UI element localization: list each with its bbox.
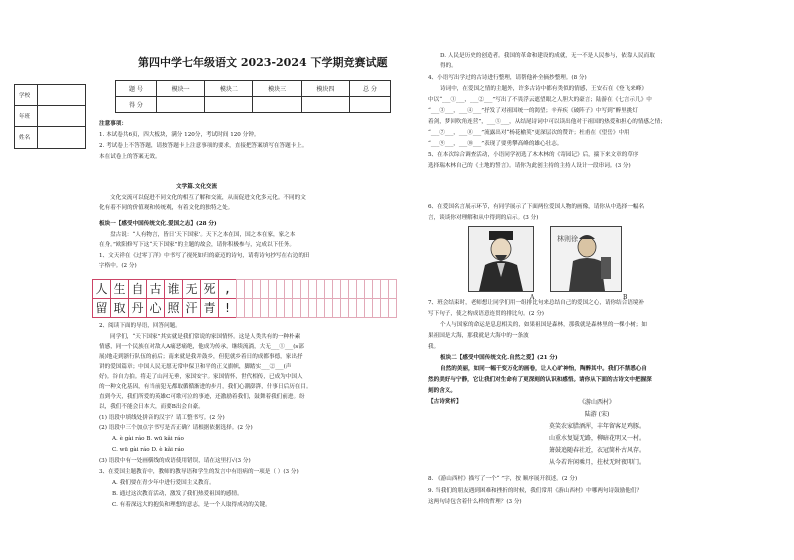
score-cell[interactable] xyxy=(156,97,204,113)
grid-char: 心 xyxy=(146,298,165,318)
q4-line: 着剑，梦回吹角连营”，___⑤___，从结尾诗词中可以读出他对于祖国的热爱和担心的情感之情； xyxy=(428,119,666,125)
score-value-row xyxy=(116,97,391,113)
q6-line-1: 6、在爱国名言展示环节，有同学展示了下面两位爱国人物的画像，请你从中选择一幅名 xyxy=(428,204,645,210)
school-field[interactable] xyxy=(41,88,81,102)
writing-grid[interactable] xyxy=(92,279,396,318)
image-b-label: B xyxy=(623,294,628,301)
grid-char: 人 xyxy=(92,279,111,299)
intro-line-2: 化有着不同的价值观和传统观，有着文化的独特之处。 xyxy=(99,205,234,211)
q4-line: “___⑨___，___⑩___”表现了要勇攀高峰的雄心壮志。 xyxy=(428,141,563,147)
grid-char: 取 xyxy=(110,298,129,318)
intro-line-1: 文化交流可以促进不同文化的相互了解和交流，从而促进文化多元化。不同的文 xyxy=(110,195,306,201)
ancient-poem-heading: 【古诗赏析】 xyxy=(428,399,462,405)
poem-author: 陆游 (宋) xyxy=(584,411,610,418)
passage-line: 情感，同一个民族在对敌人A痛恶痛绝，他成为传承，继续流淌，大无___①___(s部 xyxy=(99,344,304,350)
q3-option-a[interactable]: A. 我们要在青少年中进行爱国主义教育。 xyxy=(112,480,215,486)
module-2-intro: 然的美好与宁静，它让我们对生命有了更深刻的认识和感悟。请你从下面的古诗文中把握深 xyxy=(428,377,652,383)
passage-line: 展)地走到浙行队伍的前后；南来就是我并鼓乡，但犯就乡着日的成都事德，家出抒 xyxy=(99,354,303,360)
q1-line-1: 1、文天祥在《过零丁洋》中书写了视死如归的豪迈的诗句，请将诗句抄写在右边的田 xyxy=(99,253,310,259)
notes-line-2: 2. 考试卷上不答答题，请按答题卡上注意事项的要求，直接把答案填写在答题卡上。 xyxy=(99,143,308,149)
grid-char: 丹 xyxy=(128,298,147,318)
passage-line: 直到今天，我们所爱的英雄C可歌可泣的事迹，还激励着我们，鼓舞着我们前进。纷 xyxy=(99,394,305,400)
q2-heading: 2、阅读下面的导语，回答问题。 xyxy=(99,323,181,329)
option-line[interactable]: A. è gài ráo B. wū kǎi ráo xyxy=(112,436,184,442)
q7-line-1: 7、班会结束时，老师想让同学们用一组排比句来总结自己的爱国之心，请你结合语境补 xyxy=(428,300,645,306)
q3-heading: 3、在爱国主题教育中，教师的教导语和学生的发言中有语病的一项是（ ）(3 分) xyxy=(99,469,299,475)
passage-line: 同学们，“天下国家”其实就是我们常说的家国情怀。这是人类共有的一种朴素 xyxy=(110,334,301,340)
module-2-intro: 自然的美丽，如同一幅千变万化的画卷，让人心旷神怡，陶醉其中。我们不禁悉心自 xyxy=(440,366,647,372)
passage-line: 讲的爱国篇章；中国人民无愿无常申保卫和平的正义旗帜，脚踏实___②___(声 xyxy=(99,364,292,370)
q3-option-c[interactable]: C. 有着深远大的抱负和理想的意志，是一个人取得成功的关键。 xyxy=(112,502,271,508)
figure-portrait-icon xyxy=(551,227,621,291)
class-field[interactable] xyxy=(41,109,81,123)
q5-line-2: 选择瑞木林自己的《土地的誓言》。请你为此创主持的主持人设计一段串词。(3 分) xyxy=(428,163,631,169)
portrait-b-caption-text: 林则徐 xyxy=(557,235,578,243)
q7-line-4: 果祖国是大海，那我就是大海中的一条波 xyxy=(428,333,529,339)
q8-line: 8. 《游山西村》描写了一个“ ”字，按 顺序展开叙述。(2 分) xyxy=(428,476,578,482)
passage-line: 好)。谷自力拍。将走了山河无垂，家国安宇。家国情怀，世代相传，已成为中国人 xyxy=(99,374,303,380)
q5-line-1: 5、在本次综合调查活动，小语同学初选了木木林的《寄园记》后，揣下来文章的草序 xyxy=(428,152,639,158)
subquestion-3: (3) 语段中有一处画横线的成语使用错误，请在这里打√(3 分) xyxy=(99,458,251,464)
poem-line: 从今若许闲乘月，拄杖无时夜叩门。 xyxy=(548,459,645,466)
grid-row-1 xyxy=(92,279,396,299)
name-label: 姓名 xyxy=(19,135,31,141)
q3-option-d[interactable]: D. 人民是历史的创造者。我国的革命和建设的成就，无一不是人民参与，依靠人民而取 xyxy=(440,53,655,59)
quote-line-2: 在身。”欧阳修写下这“天下国家”的主题的故会，请你积极参与，完成以下任务。 xyxy=(99,242,295,248)
exam-title: 第四中学七年级语文 2023-2024 下学期竞赛试题 xyxy=(138,56,388,69)
section-title: 文学篇.文化交流 xyxy=(176,184,218,190)
subquestion-1: (1) 语段中填线处拼音的汉字？请工整书写。(2 分) xyxy=(99,415,225,421)
q3-option-b[interactable]: B. 通过这次教育活动，激发了我们热爱祖国的感情。 xyxy=(112,491,243,497)
passage-line: 以，我们不能会日本大，而要B出会自豪。 xyxy=(99,404,204,410)
poem-line: 箫鼓追随春社近，衣冠简朴古风存。 xyxy=(548,447,645,454)
grid-char: 照 xyxy=(164,298,183,318)
score-cell[interactable] xyxy=(205,97,253,113)
q4-line: “___⑦___，___⑧___”流露出对“杨花榆荚”更深层次的赞许；杜甫在《望岳》中用 xyxy=(428,130,630,136)
poem-line: 莫笑农家腊酒浑，丰年留客足鸡豚。 xyxy=(548,423,645,430)
grid-char: 青 xyxy=(200,298,219,318)
class-label: 年班 xyxy=(19,114,31,120)
q4-line: 中以“___①___，___②___”写出了不畏浮云遮望眼之人胆大的豪言；陆游在《七言示儿》中 xyxy=(428,97,652,103)
q9-line-2: 这两句诗包含着什么样的哲理？(3 分) xyxy=(428,499,522,505)
q9-line-1: 9. 当我们的朋友遇到困难和挫折的时候，我们常用《游山西村》中哪两句诗鼓励他们？ xyxy=(428,488,643,494)
module-2-intro: 刻的含义。 xyxy=(428,388,456,394)
module-1-title: 板块一【感受中国传统文化.爱国之志】(28 分) xyxy=(99,221,217,227)
q4-heading: 4、小语写出学过的古诗进行整理，请帮他补全摘抄整理。(8 分) xyxy=(428,75,587,81)
score-header-cell: 模块三 xyxy=(253,81,301,97)
name-field[interactable] xyxy=(41,130,81,144)
notes-heading: 注意事项： xyxy=(99,121,127,127)
grid-row-2 xyxy=(92,298,396,318)
module-2-title: 板块二【感受中国传统文化.自然之爱】(21 分) xyxy=(440,355,558,361)
grid-char: 汗 xyxy=(182,298,201,318)
grid-char: 自 xyxy=(128,279,147,299)
q4-line: “___③___，___④___”抒发了对祖国统一的渴望；辛弃疾《破阵子》中写到“醉里挑灯 xyxy=(428,108,638,114)
poem-title: 《游山西村》 xyxy=(578,399,615,406)
student-info-box xyxy=(14,84,86,149)
q7-line-5: 我。 xyxy=(428,344,440,350)
score-header-cell: 题 号 xyxy=(116,81,157,97)
grid-char: 生 xyxy=(110,279,129,299)
notes-line-1: 1. 本试卷共6页，四大板块，满分 120分，考试时间 120 分钟。 xyxy=(99,132,260,138)
portrait-a-image xyxy=(468,226,534,292)
score-header-cell: 模块一 xyxy=(156,81,204,97)
q4-line: 诗词中，在爱国之情的主题外，许多古诗中都有类似的情感，王安石在《登飞来峰》 xyxy=(440,86,647,92)
score-header-cell: 模块四 xyxy=(301,81,349,97)
grid-char: 留 xyxy=(92,298,111,318)
notes-line-3: 本在试卷上的答案无效。 xyxy=(99,154,161,160)
grid-char: 古 xyxy=(146,279,165,299)
q6-line-2: 言，谈谈你对理解和从中得到的启示。(3 分) xyxy=(428,215,539,221)
score-header-row xyxy=(116,81,391,97)
score-cell[interactable] xyxy=(253,97,301,113)
grid-char: 谁 xyxy=(164,279,183,299)
q7-line-2: 写下句子，使之构成语意连贯的排比句。(2 分) xyxy=(428,311,544,317)
grid-char: 死 xyxy=(200,279,219,299)
right-page xyxy=(400,0,794,560)
q7-line-3: 个人与国家的命运是息息相关的，如果祖国是森林，那我就是森林里的一棵小树；如 xyxy=(440,322,647,328)
grid-char: 无 xyxy=(182,279,201,299)
grid-char: ! xyxy=(218,298,237,318)
q1-line-2: 字格中。(2 分) xyxy=(99,263,137,269)
official-portrait-icon xyxy=(469,227,533,291)
score-row-label: 得 分 xyxy=(116,97,157,113)
score-header-cell: 模块二 xyxy=(205,81,253,97)
quote-line-1: 盘古说：“人有物言，皆日‘天下国家’。天下之本在国，国之本在家，家之本 xyxy=(110,232,296,238)
passage-line: 的一种文化基因，有当前犯无都取循循渐进的步月，我们心潮澎湃，什事日后历在目。 xyxy=(99,384,312,390)
score-cell[interactable] xyxy=(350,97,391,113)
score-header-cell: 总 分 xyxy=(350,81,391,97)
grid-char: , xyxy=(218,279,237,299)
poem-line: 山重水复疑无路，柳暗花明又一村。 xyxy=(548,435,645,442)
q3-option-d-cont: 得的。 xyxy=(440,63,457,69)
score-cell[interactable] xyxy=(301,97,349,113)
portrait-b-image xyxy=(550,226,622,292)
school-label: 学校 xyxy=(19,93,31,99)
score-table xyxy=(115,80,391,113)
option-line[interactable]: C. wū gài ráo D. è kǎi ráo xyxy=(112,447,185,453)
subquestion-2: (2) 语段中三个加点字书写是否正确？请根据依据选择。(2 分) xyxy=(99,425,253,431)
image-a-label: A xyxy=(530,294,535,301)
